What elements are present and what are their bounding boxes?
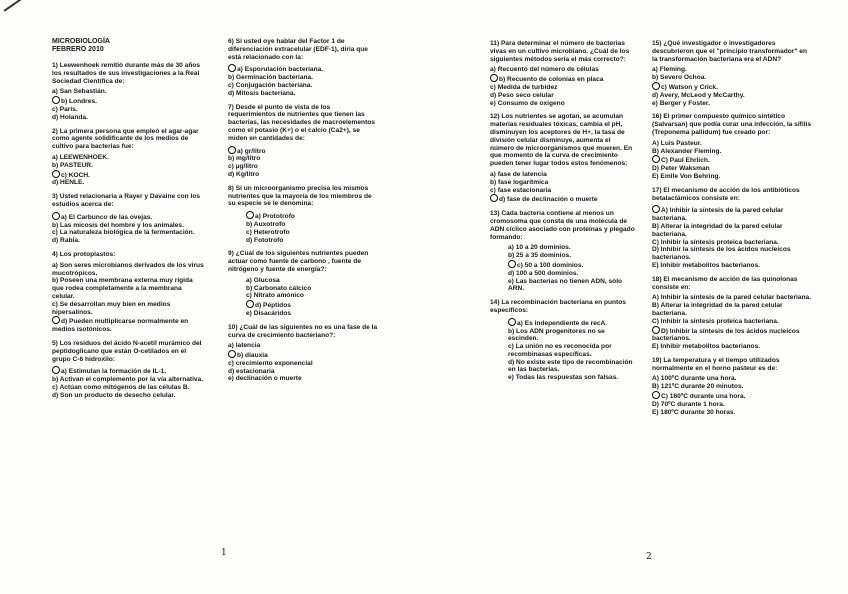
answer-option: c) fase estacionaria — [490, 186, 552, 194]
answer-option: c) crecimiento exponencial — [228, 359, 313, 367]
question-11 — [490, 40, 636, 107]
question-13 — [490, 210, 636, 293]
answer-option: e) Consumo de oxígeno — [490, 99, 565, 107]
answer-option: d) Kg/litro — [228, 170, 260, 178]
question-text: 6) Si usted oye hablar del Factor 1 de diferenciación extracelular (EDF-1), diría que está relacionado con la: — [228, 38, 368, 61]
exam-header — [52, 38, 204, 54]
answer-option: C) Inhibir la síntesis proteica bacteriana. — [652, 238, 779, 246]
column-1 — [52, 38, 204, 405]
answer-option: d) Son un producto de desecho celular. — [52, 391, 176, 399]
question-text: 8) Si un microorganismo precisa los mismos nutrientes que la mayoría de los miembros de su especie se le denomina: — [228, 184, 372, 208]
question-12 — [490, 113, 636, 204]
answer-option: a) 10 a 20 dominios. — [508, 244, 571, 252]
answer-option: c) 50 a 100 dominios. — [490, 260, 636, 270]
answer-option: a) fase de latencia — [490, 170, 547, 178]
answer-option: A) Inhibir la síntesis de la pared celular bacteriana. — [652, 205, 812, 223]
question-19 — [652, 357, 812, 417]
answer-option: c) París. — [52, 105, 78, 113]
question-text: 10) ¿Cuál de las siguientes no es una fase de la curva de crecimiento bacteriano?: — [228, 323, 378, 339]
question-text: 17) El mecanismo de acción de los antibióticos betalactámicos consiste en: — [652, 186, 800, 202]
answer-option: e) Disacáridos — [246, 309, 292, 317]
answer-option: d) Péptidos — [228, 300, 378, 310]
answer-option: c) La naturaleza biológica de la fermentación. — [52, 229, 195, 237]
answer-option: c) Actúan como mitógenos de las células B. — [52, 383, 190, 391]
question-text: 9) ¿Cuál de los siguientes nutrientes pueden actuar como fuente de carbono , fuente de nitrógeno y fuente de energía?: — [228, 250, 369, 273]
answer-option: a) gr/litro — [228, 146, 378, 156]
answer-option: A) Luis Pasteur. — [652, 139, 702, 147]
answer-option: D) Inhibir la síntesis de los ácidos nucleicos bacterianos. — [652, 246, 791, 262]
question-text: 5) Los residuos del ácido N-acetil murámico del peptidoglicano que están O-cetilados en el grupo C-6 hidroxilo: — [52, 339, 202, 363]
question-text: 2) La primera persona que empleó el agar-agar como agente solidificante de los medios de cultivo para bacterias fue: — [52, 127, 199, 151]
answer-option: b) Los ADN progenitores no se escinden. — [508, 327, 605, 343]
question-text: 7) Desde el punto de vista de los requerimientos de nutrientes que tienen las bacterias, las necesidades de macroelementos como el potasio (K+) o el calcio (Ca2+), se miden en cantidades de: — [228, 103, 375, 142]
header-title: MICROBIOLOGÍA — [52, 38, 110, 45]
answer-option: C) Paul Ehrlich. — [652, 155, 812, 165]
question-14 — [490, 299, 636, 382]
header-date: FEBRERO 2010 — [52, 46, 104, 53]
question-16 — [652, 113, 812, 180]
answer-option: d) Rabia. — [52, 237, 80, 245]
question-text: 4) Los protoplastos: — [52, 250, 116, 258]
answer-option: E) 180ºC durante 30 horas. — [652, 408, 736, 416]
question-text: 18) El mecanismo de acción de las quinolonas consiste en: — [652, 275, 798, 291]
answer-option: B) Alterar la integridad de la pared celular bacteriana. — [652, 302, 783, 317]
answer-option: B) Alexander Fleming. — [652, 147, 722, 155]
question-1 — [52, 62, 204, 122]
answer-option: C) Inhibir la síntesis proteica bacteriana. — [652, 317, 779, 325]
answer-option: b) diauxia — [228, 350, 378, 360]
answer-option: a) Prototrofo — [228, 211, 378, 221]
answer-option: D) Inhibir la síntesis de los ácidos nucleicos bacterianos. — [652, 326, 812, 344]
question-text: 15) ¿Qué investigador o investigadores descubrieron que el "principio transformador" en la transformación bacteriana era el ADN? — [652, 40, 808, 63]
question-3 — [52, 193, 204, 245]
question-10 — [228, 324, 378, 384]
answer-option: b) Germinación bacteriana. — [228, 74, 314, 82]
answer-option: c) µg/litro — [228, 163, 258, 171]
page-2 — [424, 0, 848, 594]
question-9 — [228, 250, 378, 317]
answer-option: E) Inhibir metabolitos bacterianos. — [652, 343, 761, 351]
answer-option: d) HENLE. — [52, 179, 85, 187]
answer-option: D) 70ºC durante 1 hora. — [652, 400, 725, 408]
answer-option: d) Peso seco celular — [490, 91, 554, 99]
answer-option: b) Recuento de colonias en placa — [490, 74, 636, 84]
question-17 — [652, 187, 812, 270]
column-4 — [652, 40, 812, 422]
answer-option: e) Las bacterias no tienen ADN, sólo ARN. — [508, 277, 623, 293]
answer-option: a) Fleming. — [652, 66, 687, 74]
answer-option: A) Inhibir la síntesis de la pared celular bacteriana. — [652, 294, 812, 302]
question-text: 1) Leewenhoek remitió durante más de 30 años los resultados de sus investigaciones a la Real Sociedad Científica de: — [52, 62, 201, 85]
answer-option: a) Es independiente de recA. — [490, 318, 636, 328]
answer-option: d) Pueden multiplicarse normalmente en medios isotónicos. — [52, 316, 204, 334]
answer-option: a) Estimulan la formación de IL-1. — [52, 366, 204, 376]
question-7 — [228, 104, 378, 179]
answer-option: c) Watson y Crick. — [652, 82, 812, 92]
answer-option: d) Mitosis bacteriana. — [228, 89, 296, 97]
answer-option: a) Glucosa — [246, 276, 280, 284]
answer-option: b) Activan el complemento por la vía alternativa. — [52, 376, 204, 384]
answer-option: c) Nitrato amónico — [246, 292, 304, 300]
answer-option: D) Peter Waksman — [652, 165, 710, 173]
answer-option: E) Inhibir metabolitos bacterianos. — [652, 261, 761, 269]
answer-option: E) Emile Von Behring. — [652, 172, 721, 180]
answer-option: B) Alterar la integridad de la pared celular bacteriana. — [652, 222, 783, 238]
answer-option: c) Conjugación bacteriana. — [228, 81, 313, 89]
answer-option: b) Severo Ochoa. — [652, 74, 707, 82]
question-15 — [652, 40, 812, 107]
answer-option: a) Son seres microbianos derivados de los virus mucotrópicos. — [52, 261, 204, 277]
column-3 — [490, 40, 636, 388]
answer-option: C) 160ºC durante una hora. — [652, 391, 812, 401]
answer-option: a) San Sebastián. — [52, 88, 107, 96]
answer-option: a) latencia — [228, 342, 261, 350]
answer-option: e) Berger y Foster. — [652, 99, 710, 107]
answer-option: d) Avery, McLeod y McCarthy. — [652, 91, 745, 99]
answer-option: a) LEEWENHOEK. — [52, 153, 109, 161]
answer-option: a) Esporulación bacteriana. — [228, 64, 378, 74]
question-text: 14) La recombinación bacteriana en puntos específicos: — [490, 299, 626, 314]
answer-option: c) La unión no es reconocida por recombinasas específicas. — [508, 343, 612, 358]
answer-option: c) Heterotrofo — [246, 228, 290, 236]
question-text: 12) Los nutrientes se agotan, se acumulan materias residuales tóxicas, cambia el pH, disminuyen los aceptores de H+, la tasa de división celular disminuye, aumenta el número de microorganismos que mueren. En que momento de la curva de crecimiento pueden tener lugar todos estos fenómenos: — [490, 113, 633, 168]
question-18 — [652, 276, 812, 351]
answer-option: d) estacionaria — [228, 367, 275, 375]
answer-option: c) Medida de turbidez — [490, 83, 558, 91]
question-text: 16) El primer compuesto químico sintético (Salvarsan) que podía curar una infección, la sífilis (Treponema pallidum) fue creado por: — [652, 113, 812, 136]
answer-option: d) No existe este tipo de recombinación en las bacterias. — [508, 358, 633, 374]
question-2 — [52, 128, 204, 188]
answer-option: d) 100 a 500 dominios. — [508, 269, 579, 277]
answer-option: b) Las micosis del hombre y los animales. — [52, 221, 184, 229]
question-4 — [52, 251, 204, 334]
answer-option: b) fase logarítmica — [490, 178, 549, 186]
answer-option: a) El Carbunco de las ovejas. — [52, 212, 204, 222]
column-2 — [228, 38, 378, 389]
page-number: 1 — [221, 548, 227, 558]
question-6 — [228, 38, 378, 98]
answer-option: b) Carbonato cálcico — [246, 284, 312, 292]
page-number: 2 — [646, 552, 652, 562]
pen-mark — [4, 0, 42, 11]
answer-option: a) Recuento del número de células — [490, 66, 599, 74]
answer-option: d) Fototrofo — [246, 236, 284, 244]
answer-option: c) KOCH. — [52, 170, 204, 180]
answer-option: b) Poseen una membrana externa muy rígida que rodea completamente a la membrana celular. — [52, 277, 193, 300]
answer-option: A) 100ºC durante una hora. — [652, 375, 737, 383]
question-8 — [228, 185, 378, 245]
answer-option: b) mg/litro — [228, 155, 261, 163]
answer-option: d) Holanda. — [52, 113, 88, 121]
answer-option: e) declinación o muerte — [228, 375, 302, 383]
question-text: 3) Usted relacionaría a Rayer y Davaine con los estudios acerca de: — [52, 193, 201, 208]
answer-option: B) 121ºC durante 20 minutos. — [652, 383, 744, 391]
answer-option: b) 25 a 35 dominios. — [508, 252, 572, 260]
answer-option: e) Todas las respuestas son falsas. — [508, 374, 619, 382]
question-text: 13) Cada bacteria contiene al menos un cromosoma que consta de una molécula de ADN cíclico asociado con proteínas y plegado formando: — [490, 210, 635, 241]
question-5 — [52, 340, 204, 400]
answer-option: b) Londres. — [52, 96, 204, 106]
question-text: 19) La temperatura y el tiempo utilizados normalmente en el horno pasteur es de: — [652, 356, 780, 372]
question-text: 11) Para determinar el número de bacterias vivas en un cultivo microbiano. ¿Cuál de los siguientes métodos sería el más correcto?: — [490, 40, 630, 63]
answer-option: b) PASTEUR. — [52, 161, 93, 169]
answer-option: b) Auxotrofo — [246, 220, 286, 228]
answer-option: d) fase de declinación o muerte — [490, 194, 636, 204]
answer-option: c) Se desarrollan muy bien en medios hipersalinos. — [52, 300, 171, 316]
